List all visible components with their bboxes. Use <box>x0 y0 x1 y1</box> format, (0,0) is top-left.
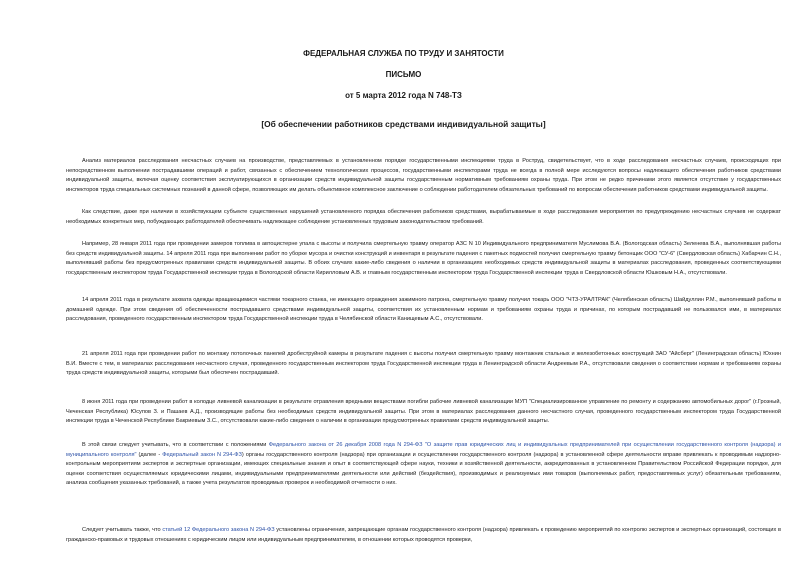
paragraph-7-part-b: (далее - <box>136 451 163 458</box>
paragraph-8-text <box>66 526 781 545</box>
paragraph-7-part-a: В этой связи следует учитывать, что в соответствии с положениями <box>82 442 269 448</box>
paragraph-3 <box>66 240 781 278</box>
document-type-heading: ПИСЬМО <box>385 70 422 79</box>
paragraph-2-text: Как следствие, даже при наличии в хозяйствующем субъекте существенных нарушений установленного порядка обеспечения работников средствами, вырабатываемые в ходе расследования мероприятия по предупреждению несчастных случаев не содержат необходимых конкретных мер, побуждающих работодателей обеспечивать надлежащее соблюдение установленных трудовым законодательством требований. <box>66 209 781 225</box>
paragraph-5 <box>66 350 781 379</box>
federal-law-294-short-link[interactable]: Федеральный закон N 294-ФЗ <box>162 451 242 458</box>
paragraph-7-text <box>66 441 781 489</box>
paragraph-8 <box>66 526 781 545</box>
agency-heading: ФЕДЕРАЛЬНАЯ СЛУЖБА ПО ТРУДУ И ЗАНЯТОСТИ <box>303 49 504 58</box>
document-title: [Об обеспечении работников средствами индивидуальной защиты] <box>261 119 546 129</box>
paragraph-4-text: 14 апреля 2011 года в результате захвата одежды вращающимися частями токарного станка, не имеющего ограждения зажимного патрона, смертельную травму получил токарь ООО "ЧТЗ-УРАЛТРАК" (Челябинская область) Шайдуллин Р.М., выполнявший работы в домашней одежде. При этом сведения об обеспеченности пострадавшего средствами индивидуальной защиты, соответствия их установленным нормам и требованиям охраны труда и причинах, по которым пострадавший не пользовался ими, в материалах расследования, проведенного государственным инспектором труда Государственной инспекции труда в Челябинской области Канищевым А.С., отсутствовали. <box>66 297 781 323</box>
paragraph-8-part-b: установлены ограничения, запрещающие органам государственного контроля (надзора) привлекать к проведению мероприятий по контролю экспертов и экспертных организаций, состоящих в гражданско-правовых и трудовых отношениях с юридическим лицом или индивидуальным предпринимателем, в отношении которых проводятся проверки, <box>66 527 781 543</box>
paragraph-6-text: 8 июня 2011 года при проведении работ в колодце ливневой канализации в результате отравления вредными веществами погибли рабочие ливневой канализации МУП "Специализированное управление по ремонту и содержанию автомобильных дорог" (г.Грозный, Чеченская Республика) Юсупов З. и Пашаев А.Д., производящие работы без необходимых средств индивидуальной защиты. При этом в материалах расследования данного несчастного случая, проведенного государственным инспектором труда Государственной инспекции труда в Чеченской Республике Бакриевым З.С., отсутствовали какие-либо сведения о наличии в организации предусмотренных правилами средств индивидуальной защиты. <box>66 399 781 425</box>
paragraph-8-part-a: Следует учитывать также, что <box>82 527 163 533</box>
paragraph-4 <box>66 296 781 325</box>
paragraph-7 <box>66 441 781 489</box>
federal-law-294-link[interactable]: Федерального закона от 26 декабря 2008 года N 294-ФЗ "О защите прав юридических лиц и индивидуальных предпринимателей при осуществлении государственного контроля (надзора) и муниципального контроля" <box>66 442 781 458</box>
article-12-link[interactable]: статьей 12 Федерального закона N 294-ФЗ <box>162 527 275 533</box>
paragraph-1-text: Анализ материалов расследования несчастных случаев на производстве, представляемых в установленном порядке государственными инспекциями труда в Роструд, свидетельствует, что в ходе расследования несчастных случаев, происходящих при непосредственном выполнении пострадавшими операций и работ, связанных с обеспечением технологических процессов, государственными инспекторами труда не всегда в полной мере исследуются вопросы надлежащего обеспечения работников средствами индивидуальной защиты, включая оценку соответствия эксплуатирующихся в организации средств индивидуальной защиты государственным нормативным требованиям охраны труда. При этом не редко причинами этого является отсутствие у государственных инспекторов труда специальных системных познаний в данной сфере, позволяющих им делать объективное комплексное заключение о соблюдении работодателем обязательных требований по вопросам обеспечения работников средствами индивидуальной защиты. <box>66 158 781 193</box>
paragraph-6 <box>66 398 781 427</box>
document-date-number: от 5 марта 2012 года N 748-ТЗ <box>345 91 462 100</box>
paragraph-5-text: 21 апреля 2011 года при проведении работ по монтажу потолочных панелей дробеструйной камеры в результате падения с высоты получил смертельную травму монтажник стальных и железобетонных конструкций ЗАО "Айсберг" (Ленинградская область) Юхнин В.И. Вместе с тем, в материалах расследования несчастного случая, проведенного государственным инспектором труда Государственной инспекции труда в Ленинградской области Андреевым Р.А., отсутствовали сведения о соответствии нормам и требованиям охраны труда средств индивидуальной защиты, которыми был обеспечен пострадавший. <box>66 351 781 377</box>
paragraph-1 <box>66 157 781 195</box>
paragraph-3-text: Например, 28 января 2011 года при проведении замеров топлива в автоцистерне упала с высоты и получила смертельную травму оператор АЗС N 10 Индивидуального предпринимателя Муслимова В.А. (Вологодская область) Зеленева В.А., выполнявшая работы без средств индивидуальной защиты. 14 апреля 2011 года при выполнении работ по уборке мусора и очистки конструкций и инвентаря в результате падения с пакетных подмостей получил смертельную травму бетонщик ООО "СУ-6" (Свердловская область) Хабарчин С.Н., выполнявший работы без предусмотренных правилами средств индивидуальной защиты. В обоих случаях какие-либо сведения о наличии в организациях необходимых средств индивидуальной защиты в материалах расследования, проведенных соответствующими государственным инспектором труда Государственной инспекции труда в Вологодской области Кирилловым А.В. и главным государственным инспектором труда Государственной инспекции труда в Свердловской области Юшковым Н.А., отсутствовали. <box>66 241 781 276</box>
paragraph-2 <box>66 208 781 227</box>
paragraph-7-part-c: ) органы государственного контроля (надзора) при организации и осуществлении государственного контроля (надзора) в установленной сфере деятельности вправе привлекать к проводимым надзорно-контрольным мероприятиям экспертов и экспертные организации, имеющих специальные знания и опыт в соответствующей сфере науки, техники и хозяйственной деятельности, аккредитованных в установленном Правительством Российской Федерации порядке, для оценки соответствия осуществляемых юридическими лицами, индивидуальными предпринимателями деятельности или действий (бездействия), производимых и реализуемых ими товаров (выполняемых работ, предоставляемых услуг) обязательным требованиям, анализа сообщения указанных требований, а также учета результатов проводимых проверок и необходимой отчетности о них. <box>66 451 782 487</box>
